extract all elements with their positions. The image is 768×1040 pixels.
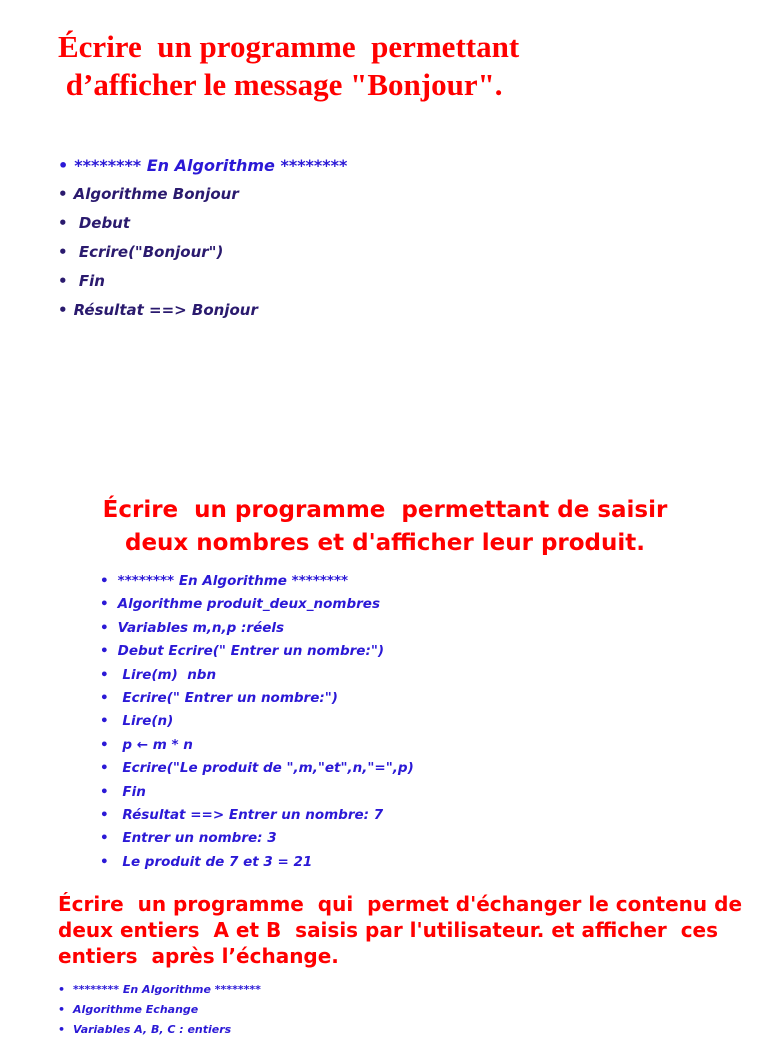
section3-title-line: deux entiers A et B saisis par l'utilisateur. et afficher ces (58, 918, 719, 942)
list-item-text: Lire(n) (117, 713, 174, 730)
section2-title (40, 494, 730, 560)
list-item-text: Résultat ==> Entrer un nombre: 7 (117, 806, 384, 823)
list-item (100, 593, 700, 616)
bullet-icon: • (58, 301, 68, 319)
bullet-icon: • (100, 736, 109, 753)
list-item-text: Ecrire(" Entrer un nombre:") (117, 689, 338, 706)
bullet-icon: • (58, 983, 66, 996)
list-item-text: Algorithme Bonjour (73, 185, 239, 203)
bullet-icon: • (100, 853, 109, 870)
bullet-icon: • (100, 760, 109, 777)
list-item (58, 267, 347, 296)
section1-algorithm-list (58, 151, 347, 325)
list-item (100, 827, 700, 850)
bullet-icon: • (100, 666, 109, 683)
bullet-icon: • (100, 643, 109, 660)
list-item (58, 209, 347, 238)
list-item (100, 757, 700, 780)
list-item (58, 980, 458, 1000)
bullet-icon: • (100, 573, 109, 589)
section3-list-viewport (58, 980, 458, 1036)
list-item (58, 1000, 458, 1020)
list-item-text: Le produit de 7 et 3 = 21 (117, 853, 313, 870)
list-item-text: ******** En Algorithme ******** (74, 156, 348, 175)
bullet-icon: • (100, 619, 109, 636)
list-item (100, 804, 700, 827)
list-item (100, 710, 700, 733)
section1-title-line: Écrire un programme permettant (58, 29, 520, 64)
list-item-text: Lire(m) nbn (117, 666, 217, 683)
section2-algorithm-list (100, 570, 700, 874)
bullet-icon: • (100, 596, 109, 613)
section3-title-line: entiers après l’échange. (58, 944, 339, 968)
bullet-icon: • (100, 713, 109, 730)
list-item (58, 1020, 458, 1040)
section3-algorithm-list (58, 980, 458, 1040)
list-item (100, 781, 700, 804)
list-item-text: Entrer un nombre: 3 (117, 830, 277, 847)
section3-title-line: Écrire un programme qui permet d'échanger le contenu de (58, 892, 743, 916)
list-item (100, 664, 700, 687)
list-item (58, 180, 347, 209)
list-item (100, 570, 700, 593)
list-item-text: Debut Ecrire(" Entrer un nombre:") (117, 643, 385, 660)
bullet-icon: • (58, 156, 69, 175)
bullet-icon: • (100, 806, 109, 823)
list-item-text: Ecrire("Bonjour") (73, 243, 224, 261)
list-item-text: Algorithme produit_deux_nombres (117, 596, 380, 613)
list-item (100, 734, 700, 757)
list-item-text: Fin (73, 272, 105, 290)
bullet-icon: • (58, 214, 68, 232)
list-item-text: Résultat ==> Bonjour (73, 301, 258, 319)
list-item-text: Ecrire("Le produit de ",m,"et",n,"=",p) (117, 760, 414, 777)
list-item-text: Variables A, B, C : entiers (73, 1023, 232, 1036)
list-item-text: Fin (117, 783, 146, 800)
list-item-text: Debut (73, 214, 131, 232)
bullet-icon: • (100, 830, 109, 847)
bullet-icon: • (100, 689, 109, 706)
list-item (100, 617, 700, 640)
list-item-text: Algorithme Echange (73, 1003, 199, 1016)
list-item (100, 640, 700, 663)
bullet-icon: • (58, 272, 68, 290)
section3-title (58, 891, 758, 969)
list-item (58, 151, 347, 180)
list-item (58, 296, 347, 325)
bullet-icon: • (58, 243, 68, 261)
section1-title-line: d’afficher le message "Bonjour". (58, 67, 503, 102)
section2-title-line: deux nombres et d'afficher leur produit. (124, 530, 646, 556)
bullet-icon: • (58, 185, 68, 203)
list-item-text: p ← m * n (117, 736, 193, 753)
list-item (100, 851, 700, 874)
section1-title (58, 28, 758, 104)
list-item-text: ******** En Algorithme ******** (117, 573, 349, 589)
list-item (58, 238, 347, 267)
bullet-icon: • (58, 1023, 66, 1036)
bullet-icon: • (100, 783, 109, 800)
bullet-icon: • (58, 1003, 66, 1016)
list-item (100, 687, 700, 710)
section2-list-viewport (100, 570, 700, 870)
list-item-text: ******** En Algorithme ******** (73, 983, 261, 996)
section2-title-line: Écrire un programme permettant de saisir (102, 497, 668, 523)
list-item-text: Variables m,n,p :réels (117, 619, 285, 636)
